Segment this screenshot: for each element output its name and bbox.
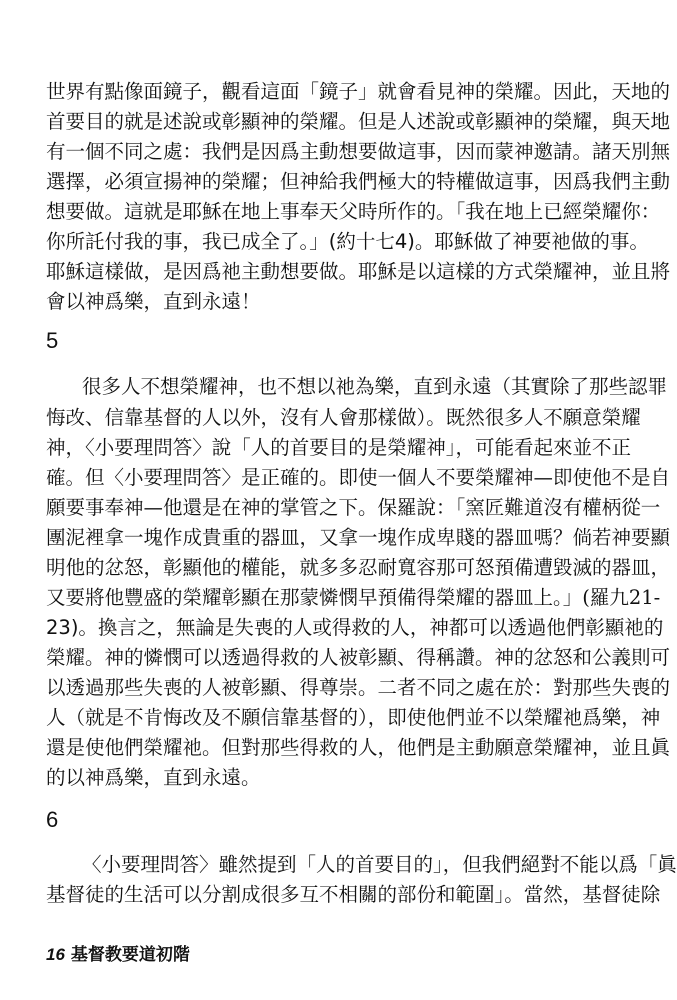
section-number: 5 — [46, 328, 59, 353]
text-line: 想要做。這就是耶穌在地上事奉天父時所作的。「我在地上已經榮耀你： — [46, 200, 661, 223]
text-line: 基督徒的生活可以分割成很多互不相關的部份和範圍」。當然，基督徒除 — [46, 883, 661, 906]
text-line: 又要將他豐盛的榮耀彰顯在那蒙憐憫早預備得榮耀的器皿上。」(羅九21- — [46, 586, 661, 609]
text-line: 選擇，必須宣揚神的榮耀；但神給我們極大的特權做這事，因爲我們主動 — [46, 170, 671, 193]
text-line: 你所託付我的事，我已成全了。」(約十七4)。耶穌做了神要祂做的事。 — [46, 230, 649, 253]
text-line: 團泥裡拿一塊作成貴重的器皿，又拿一塊作成卑賤的器皿嗎？倘若神要顯 — [46, 526, 671, 549]
page-footer — [46, 940, 190, 965]
text-line: 人（就是不肯悔改及不願信靠基督的），即使他們並不以榮耀祂爲樂，神 — [46, 706, 661, 729]
text-line: 〈小要理問答〉雖然提到「人的首要目的」，但我們絕對不能以爲「眞 — [82, 853, 677, 876]
text-line: 首要目的就是述說或彰顯神的榮耀。但是人述說或彰顯神的榮耀，與天地 — [46, 110, 671, 133]
text-line: 耶穌這樣做，是因爲祂主動想要做。耶穌是以這樣的方式榮耀神，並且將 — [46, 260, 671, 283]
text-line: 的以神爲樂，直到永遠。 — [46, 766, 261, 789]
text-line: 以透過那些失喪的人被彰顯、得尊崇。二者不同之處在於：對那些失喪的 — [46, 676, 671, 699]
text-line: 確。但〈小要理問答〉是正確的。即使一個人不要榮耀神—即使他不是自 — [46, 466, 671, 489]
text-line: 很多人不想榮耀神，也不想以祂為樂，直到永遠（其實除了那些認罪 — [82, 375, 668, 398]
text-line: 會以神爲樂，直到永遠！ — [46, 290, 261, 313]
text-line: 悔改、信靠基督的人以外，沒有人會那樣做）。既然很多人不願意榮耀 — [46, 406, 641, 429]
text-line: 神，〈小要理問答〉說「人的首要目的是榮耀神」，可能看起來並不正 — [46, 436, 632, 459]
text-line: 還是使他們榮耀祂。但對那些得救的人，他們是主動願意榮耀神，並且眞 — [46, 736, 671, 759]
text-line: 世界有點像面鏡子，觀看這面「鏡子」就會看見神的榮耀。因此，天地的 — [46, 80, 671, 103]
page-number: 16 — [46, 945, 65, 964]
text-line: 明他的忿怒，彰顯他的權能，就多多忍耐寬容那可怒預備遭毀滅的器皿， — [46, 556, 671, 579]
text-line: 有一個不同之處：我們是因爲主動想要做這事，因而蒙神邀請。諸天別無 — [46, 140, 671, 163]
text-line: 願要事奉神—他還是在神的掌管之下。保羅說：「窯匠難道沒有權柄從一 — [46, 496, 661, 519]
book-title: 基督教要道初階 — [70, 945, 190, 964]
text-line: 榮耀。神的憐憫可以透過得救的人被彰顯、得稱讚。神的忿怒和公義則可 — [46, 646, 671, 669]
section-number: 6 — [46, 807, 59, 832]
text-line: 23)。換言之，無論是失喪的人或得救的人，神都可以透過他們彰顯祂的 — [46, 616, 664, 639]
